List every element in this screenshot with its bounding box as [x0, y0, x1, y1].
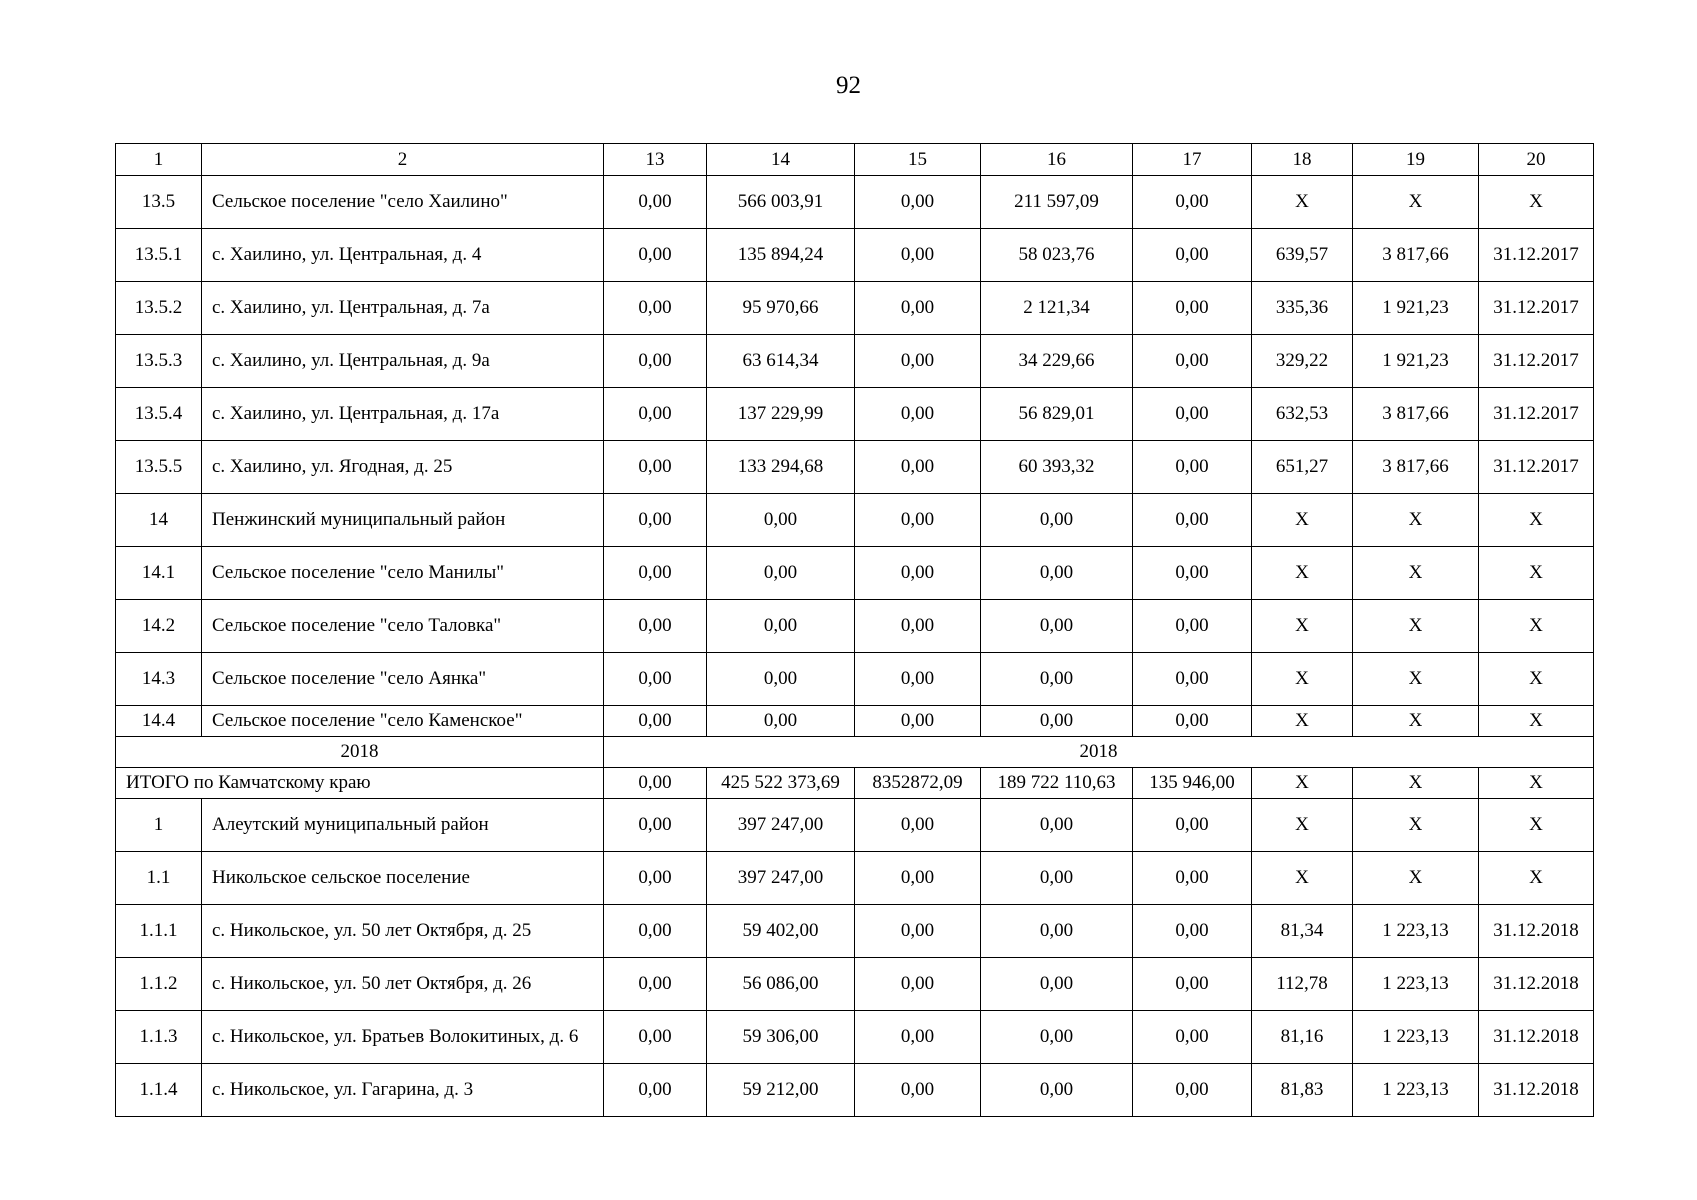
- total-label: ИТОГО по Камчатскому краю: [116, 768, 604, 799]
- column-header: 1: [116, 144, 202, 176]
- cell-15: 0,00: [855, 335, 981, 388]
- cell-19: 1 223,13: [1353, 1011, 1479, 1064]
- cell-13: 0,00: [604, 1064, 707, 1117]
- table-row: [116, 494, 1594, 547]
- table-row: [116, 706, 1594, 737]
- cell-20: X: [1479, 547, 1594, 600]
- cell-16: 0,00: [981, 905, 1133, 958]
- table-row: [116, 905, 1594, 958]
- total-13: 0,00: [604, 768, 707, 799]
- row-number: 13.5.4: [116, 388, 202, 441]
- cell-17: 0,00: [1133, 335, 1252, 388]
- cell-16: 0,00: [981, 799, 1133, 852]
- cell-17: 0,00: [1133, 547, 1252, 600]
- cell-17: 0,00: [1133, 494, 1252, 547]
- data-table: [115, 143, 1594, 1117]
- cell-13: 0,00: [604, 441, 707, 494]
- table-row: [116, 600, 1594, 653]
- total-17: 135 946,00: [1133, 768, 1252, 799]
- cell-15: 0,00: [855, 653, 981, 706]
- cell-17: 0,00: [1133, 176, 1252, 229]
- total-14: 425 522 373,69: [707, 768, 855, 799]
- cell-17: 0,00: [1133, 229, 1252, 282]
- row-name: с. Хаилино, ул. Центральная, д. 9а: [202, 335, 604, 388]
- total-15: 8352872,09: [855, 768, 981, 799]
- cell-16: 2 121,34: [981, 282, 1133, 335]
- cell-15: 0,00: [855, 958, 981, 1011]
- row-name: с. Никольское, ул. Братьев Волокитиных, д. 6: [202, 1011, 604, 1064]
- row-number: 1.1.2: [116, 958, 202, 1011]
- row-name: Сельское поселение "село Манилы": [202, 547, 604, 600]
- cell-13: 0,00: [604, 388, 707, 441]
- cell-19: 1 223,13: [1353, 958, 1479, 1011]
- row-number: 14: [116, 494, 202, 547]
- cell-13: 0,00: [604, 494, 707, 547]
- cell-20: 31.12.2017: [1479, 229, 1594, 282]
- row-name: Сельское поселение "село Каменское": [202, 706, 604, 737]
- cell-19: 1 921,23: [1353, 282, 1479, 335]
- table-row: [116, 176, 1594, 229]
- cell-13: 0,00: [604, 958, 707, 1011]
- cell-15: 0,00: [855, 1011, 981, 1064]
- cell-20: 31.12.2018: [1479, 905, 1594, 958]
- cell-17: 0,00: [1133, 600, 1252, 653]
- cell-16: 34 229,66: [981, 335, 1133, 388]
- row-number: 14.1: [116, 547, 202, 600]
- cell-16: 58 023,76: [981, 229, 1133, 282]
- table-row: [116, 229, 1594, 282]
- cell-15: 0,00: [855, 600, 981, 653]
- table-row: [116, 335, 1594, 388]
- cell-15: 0,00: [855, 494, 981, 547]
- row-name: Сельское поселение "село Аянка": [202, 653, 604, 706]
- row-name: с. Хаилино, ул. Центральная, д. 4: [202, 229, 604, 282]
- cell-17: 0,00: [1133, 1011, 1252, 1064]
- total-18: X: [1252, 768, 1353, 799]
- column-header: 18: [1252, 144, 1353, 176]
- cell-16: 0,00: [981, 600, 1133, 653]
- column-header: 16: [981, 144, 1133, 176]
- cell-13: 0,00: [604, 229, 707, 282]
- cell-15: 0,00: [855, 441, 981, 494]
- column-header: 14: [707, 144, 855, 176]
- cell-20: X: [1479, 600, 1594, 653]
- cell-14: 0,00: [707, 494, 855, 547]
- cell-17: 0,00: [1133, 282, 1252, 335]
- cell-20: 31.12.2018: [1479, 958, 1594, 1011]
- column-header-row: [116, 144, 1594, 176]
- cell-19: X: [1353, 706, 1479, 737]
- cell-17: 0,00: [1133, 388, 1252, 441]
- cell-14: 0,00: [707, 706, 855, 737]
- cell-19: X: [1353, 176, 1479, 229]
- cell-18: X: [1252, 852, 1353, 905]
- cell-18: X: [1252, 706, 1353, 737]
- cell-15: 0,00: [855, 176, 981, 229]
- year-band-right: 2018: [604, 737, 1594, 768]
- cell-18: 632,53: [1252, 388, 1353, 441]
- cell-16: 0,00: [981, 547, 1133, 600]
- row-name: Сельское поселение "село Хаилино": [202, 176, 604, 229]
- cell-19: 3 817,66: [1353, 441, 1479, 494]
- row-name: с. Никольское, ул. 50 лет Октября, д. 26: [202, 958, 604, 1011]
- cell-18: X: [1252, 176, 1353, 229]
- table-row: [116, 547, 1594, 600]
- cell-16: 211 597,09: [981, 176, 1133, 229]
- cell-19: X: [1353, 600, 1479, 653]
- column-header: 15: [855, 144, 981, 176]
- cell-14: 59 306,00: [707, 1011, 855, 1064]
- column-header: 2: [202, 144, 604, 176]
- total-20: X: [1479, 768, 1594, 799]
- cell-19: X: [1353, 653, 1479, 706]
- cell-18: 81,34: [1252, 905, 1353, 958]
- cell-13: 0,00: [604, 1011, 707, 1064]
- cell-15: 0,00: [855, 905, 981, 958]
- cell-15: 0,00: [855, 706, 981, 737]
- row-number: 1: [116, 799, 202, 852]
- cell-17: 0,00: [1133, 852, 1252, 905]
- cell-20: X: [1479, 494, 1594, 547]
- cell-18: 81,83: [1252, 1064, 1353, 1117]
- cell-17: 0,00: [1133, 706, 1252, 737]
- row-number: 14.4: [116, 706, 202, 737]
- row-name: с. Никольское, ул. 50 лет Октября, д. 25: [202, 905, 604, 958]
- year-band-left: 2018: [116, 737, 604, 768]
- total-16: 189 722 110,63: [981, 768, 1133, 799]
- table-row: [116, 1064, 1594, 1117]
- cell-19: 1 223,13: [1353, 905, 1479, 958]
- total-19: X: [1353, 768, 1479, 799]
- cell-18: 329,22: [1252, 335, 1353, 388]
- cell-20: 31.12.2018: [1479, 1011, 1594, 1064]
- cell-16: 0,00: [981, 706, 1133, 737]
- cell-19: X: [1353, 547, 1479, 600]
- cell-14: 95 970,66: [707, 282, 855, 335]
- row-number: 1.1.1: [116, 905, 202, 958]
- cell-14: 137 229,99: [707, 388, 855, 441]
- cell-18: X: [1252, 653, 1353, 706]
- cell-15: 0,00: [855, 282, 981, 335]
- cell-20: X: [1479, 799, 1594, 852]
- column-header: 17: [1133, 144, 1252, 176]
- row-name: Пенжинский муниципальный район: [202, 494, 604, 547]
- cell-13: 0,00: [604, 905, 707, 958]
- cell-14: 0,00: [707, 653, 855, 706]
- cell-17: 0,00: [1133, 958, 1252, 1011]
- cell-16: 0,00: [981, 852, 1133, 905]
- total-row: [116, 768, 1594, 799]
- cell-15: 0,00: [855, 547, 981, 600]
- cell-15: 0,00: [855, 1064, 981, 1117]
- cell-14: 59 212,00: [707, 1064, 855, 1117]
- row-name: с. Хаилино, ул. Ягодная, д. 25: [202, 441, 604, 494]
- cell-18: 651,27: [1252, 441, 1353, 494]
- column-header: 13: [604, 144, 707, 176]
- cell-16: 0,00: [981, 1064, 1133, 1117]
- cell-14: 135 894,24: [707, 229, 855, 282]
- row-number: 14.2: [116, 600, 202, 653]
- cell-20: 31.12.2018: [1479, 1064, 1594, 1117]
- cell-15: 0,00: [855, 799, 981, 852]
- year-band-row: [116, 737, 1594, 768]
- cell-20: X: [1479, 653, 1594, 706]
- cell-20: 31.12.2017: [1479, 282, 1594, 335]
- cell-14: 56 086,00: [707, 958, 855, 1011]
- row-name: Сельское поселение "село Таловка": [202, 600, 604, 653]
- cell-16: 0,00: [981, 494, 1133, 547]
- cell-20: X: [1479, 176, 1594, 229]
- table-row: [116, 799, 1594, 852]
- cell-20: 31.12.2017: [1479, 388, 1594, 441]
- cell-17: 0,00: [1133, 1064, 1252, 1117]
- cell-15: 0,00: [855, 852, 981, 905]
- row-number: 13.5: [116, 176, 202, 229]
- row-number: 13.5.1: [116, 229, 202, 282]
- cell-18: 112,78: [1252, 958, 1353, 1011]
- cell-20: X: [1479, 852, 1594, 905]
- cell-14: 397 247,00: [707, 852, 855, 905]
- cell-14: 133 294,68: [707, 441, 855, 494]
- row-number: 14.3: [116, 653, 202, 706]
- table-row: [116, 282, 1594, 335]
- cell-13: 0,00: [604, 706, 707, 737]
- cell-18: X: [1252, 547, 1353, 600]
- cell-16: 0,00: [981, 1011, 1133, 1064]
- cell-13: 0,00: [604, 852, 707, 905]
- cell-15: 0,00: [855, 229, 981, 282]
- cell-14: 63 614,34: [707, 335, 855, 388]
- cell-14: 59 402,00: [707, 905, 855, 958]
- row-name: с. Никольское, ул. Гагарина, д. 3: [202, 1064, 604, 1117]
- cell-18: 335,36: [1252, 282, 1353, 335]
- column-header: 20: [1479, 144, 1594, 176]
- cell-20: 31.12.2017: [1479, 441, 1594, 494]
- cell-16: 0,00: [981, 958, 1133, 1011]
- cell-18: X: [1252, 494, 1353, 547]
- cell-14: 0,00: [707, 600, 855, 653]
- row-number: 1.1.3: [116, 1011, 202, 1064]
- cell-19: X: [1353, 799, 1479, 852]
- cell-13: 0,00: [604, 176, 707, 229]
- cell-13: 0,00: [604, 335, 707, 388]
- row-number: 1.1.4: [116, 1064, 202, 1117]
- cell-16: 60 393,32: [981, 441, 1133, 494]
- cell-18: 81,16: [1252, 1011, 1353, 1064]
- table-row: [116, 653, 1594, 706]
- cell-17: 0,00: [1133, 905, 1252, 958]
- cell-20: X: [1479, 706, 1594, 737]
- row-number: 13.5.5: [116, 441, 202, 494]
- row-name: с. Хаилино, ул. Центральная, д. 17а: [202, 388, 604, 441]
- cell-18: X: [1252, 799, 1353, 852]
- cell-19: X: [1353, 852, 1479, 905]
- page-number: 92: [836, 72, 861, 99]
- cell-19: 3 817,66: [1353, 229, 1479, 282]
- row-number: 13.5.3: [116, 335, 202, 388]
- cell-14: 397 247,00: [707, 799, 855, 852]
- cell-18: X: [1252, 600, 1353, 653]
- cell-19: 1 223,13: [1353, 1064, 1479, 1117]
- cell-17: 0,00: [1133, 441, 1252, 494]
- column-header: 19: [1353, 144, 1479, 176]
- table-row: [116, 441, 1594, 494]
- cell-18: 639,57: [1252, 229, 1353, 282]
- cell-17: 0,00: [1133, 799, 1252, 852]
- row-number: 13.5.2: [116, 282, 202, 335]
- cell-16: 0,00: [981, 653, 1133, 706]
- table-row: [116, 388, 1594, 441]
- cell-13: 0,00: [604, 799, 707, 852]
- cell-13: 0,00: [604, 547, 707, 600]
- table-row: [116, 958, 1594, 1011]
- row-number: 1.1: [116, 852, 202, 905]
- cell-13: 0,00: [604, 600, 707, 653]
- cell-14: 566 003,91: [707, 176, 855, 229]
- cell-13: 0,00: [604, 653, 707, 706]
- table-row: [116, 1011, 1594, 1064]
- cell-13: 0,00: [604, 282, 707, 335]
- cell-19: X: [1353, 494, 1479, 547]
- cell-14: 0,00: [707, 547, 855, 600]
- cell-19: 3 817,66: [1353, 388, 1479, 441]
- cell-19: 1 921,23: [1353, 335, 1479, 388]
- row-name: с. Хаилино, ул. Центральная, д. 7а: [202, 282, 604, 335]
- cell-17: 0,00: [1133, 653, 1252, 706]
- cell-16: 56 829,01: [981, 388, 1133, 441]
- row-name: Никольское сельское поселение: [202, 852, 604, 905]
- cell-15: 0,00: [855, 388, 981, 441]
- cell-20: 31.12.2017: [1479, 335, 1594, 388]
- row-name: Алеутский муниципальный район: [202, 799, 604, 852]
- table-row: [116, 852, 1594, 905]
